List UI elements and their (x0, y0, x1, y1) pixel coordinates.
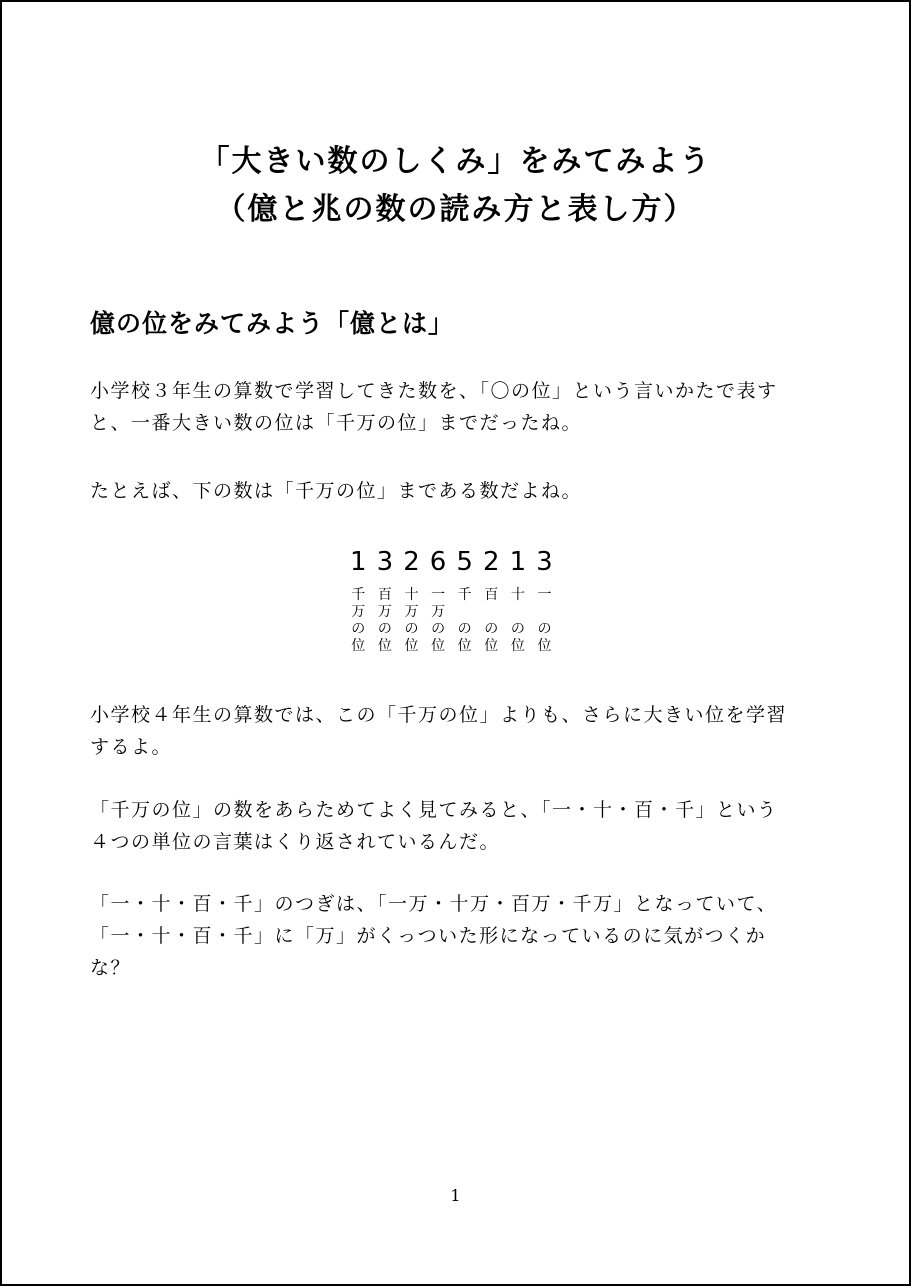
number-example (345, 540, 569, 655)
place-char: 位 (404, 638, 419, 654)
place-char: 一 (431, 587, 446, 603)
place-char: の (510, 621, 525, 637)
place-char: 位 (510, 638, 525, 654)
place-char: 万 (431, 604, 446, 620)
digit: 2 (403, 547, 420, 577)
section-heading: 億の位をみてみよう「億とは」 (90, 309, 455, 338)
digit: 2 (482, 547, 500, 577)
place-char: 位 (377, 638, 392, 654)
place-char: の (404, 621, 419, 637)
digit: 3 (536, 547, 553, 577)
place-char: の (377, 621, 392, 637)
paragraph-line: 「千万の位」の数をあらためてよく見てみると、「一・十・百・千」という (90, 799, 778, 821)
place-char: 万 (351, 604, 366, 620)
place-char: 位 (484, 638, 499, 654)
place-label (398, 587, 425, 655)
place-char: 一 (537, 587, 552, 603)
digit: 5 (456, 547, 473, 577)
page-title (2, 138, 909, 234)
title-line-1: 「大きい数のしくみ」をみてみよう (199, 144, 712, 179)
place-char: の (351, 621, 366, 637)
paragraph-line: するよ。 (90, 736, 173, 758)
place-label (478, 587, 505, 655)
digit: 6 (429, 547, 447, 577)
place-value-labels (345, 587, 569, 655)
place-char: 万 (404, 604, 419, 620)
place-char: 十 (404, 587, 419, 603)
paragraph-line: 小学校４年生の算数では、この「千万の位」よりも、さらに大きい位を学習 (90, 704, 788, 726)
digit-row (345, 540, 569, 584)
place-label (505, 587, 532, 655)
place-label (531, 587, 558, 655)
paragraph-line: たとえば、下の数は「千万の位」まである数だよね。 (90, 480, 583, 502)
place-char: 十 (510, 587, 525, 603)
place-char: 位 (431, 638, 446, 654)
place-char: 百 (377, 587, 392, 603)
place-char: 千 (457, 587, 472, 603)
digit: 1 (509, 547, 527, 577)
paragraph-line: 「一・十・百・千」のつぎは、「一万・十万・百万・千万」となっていて、 (90, 893, 778, 915)
title-line-2: （億と兆の数の読み方と表し方） (215, 192, 696, 227)
place-char: 万 (377, 604, 392, 620)
paragraph-3 (90, 699, 820, 763)
digit: 3 (376, 547, 394, 577)
place-char: の (537, 621, 552, 637)
place-label (425, 587, 452, 655)
paragraph-5 (90, 888, 820, 984)
place-label (372, 587, 399, 655)
paragraph-line: ４つの単位の言葉はくり返されているんだ。 (90, 831, 501, 853)
paragraph-line: 「一・十・百・千」に「万」がくっついた形になっているのに気がつくか (90, 925, 767, 947)
place-label (345, 587, 372, 655)
paragraph-line: 小学校３年生の算数で学習してきた数を、「〇の位」という言いかたで表す (90, 380, 778, 402)
paragraph-line: と、一番大きい数の位は「千万の位」までだったね。 (90, 412, 583, 434)
place-char: 位 (457, 638, 472, 654)
place-char: 位 (351, 638, 366, 654)
place-char: 千 (351, 587, 366, 603)
paragraph-2 (90, 475, 820, 507)
paragraph-1 (90, 375, 820, 439)
page-number: 1 (450, 1186, 461, 1205)
paragraph-4 (90, 794, 820, 858)
digit: 1 (350, 547, 367, 577)
paragraph-line: な？ (90, 957, 132, 979)
place-label (451, 587, 478, 655)
place-char: 位 (537, 638, 552, 654)
place-char: の (431, 621, 446, 637)
place-char: の (484, 621, 499, 637)
place-char: 百 (484, 587, 499, 603)
place-char: の (457, 621, 472, 637)
